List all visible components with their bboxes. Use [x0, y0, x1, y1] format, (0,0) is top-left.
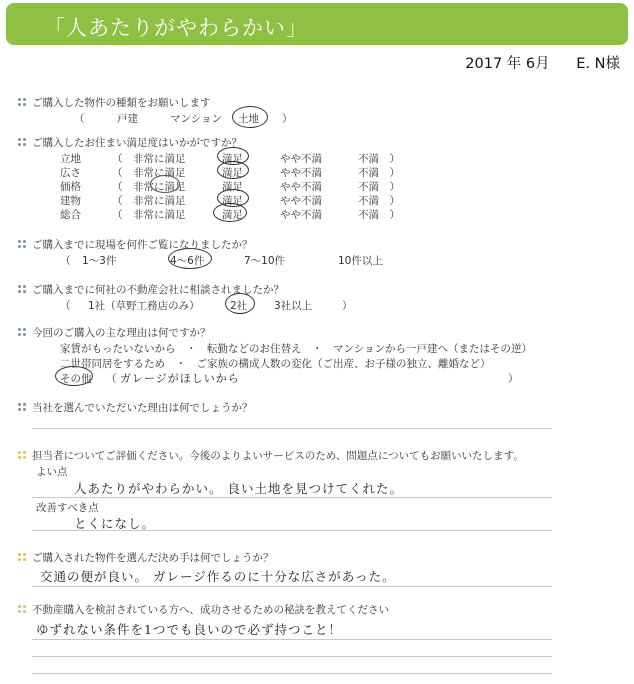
bullet-icon	[18, 403, 27, 412]
option-satisfied: 満足	[222, 153, 243, 165]
deciding-factor-answer: 交通の便が良い。 ガレージ作るのに十分な広さがあった。	[40, 569, 396, 584]
success-tip-answer: ゆずれない条件を1つでも良いので必ず持つこと！	[36, 622, 342, 637]
bullet-icon	[18, 451, 27, 460]
q5-reason-line-1: 家賃がもったいないから ・ 転勤などのお住替え ・ マンションから一戸建へ（またはその逆）	[60, 343, 533, 355]
title-banner	[6, 3, 628, 45]
question-1-text: ご購入した物件の種類をお願いします	[32, 97, 211, 109]
q5-other-open: （	[106, 373, 117, 385]
selected-circle-mark	[150, 175, 180, 193]
option-dissatisfied: 不満 ）	[358, 153, 400, 165]
option-satisfied: 満足	[222, 209, 243, 221]
customer-name: E. N様	[576, 56, 620, 72]
row-label: 立地	[60, 153, 81, 165]
bullet-icon	[18, 240, 27, 249]
option-very-satisfied: （ 非常に満足	[112, 181, 186, 193]
question-2-text: ご購入したお住まい満足度はいかがですか？	[32, 137, 242, 149]
option-somewhat-dissatisfied: やや不満	[280, 181, 322, 193]
option-satisfied: 満足	[222, 181, 243, 193]
row-label: 広さ	[60, 167, 81, 179]
answer-line	[32, 530, 552, 531]
question-8-text: ご購入された物件を選んだ決め手は何でしょうか？	[32, 552, 274, 564]
option-dissatisfied: 不満 ）	[358, 181, 400, 193]
q1-close-paren: ）	[282, 113, 293, 125]
q5-other-answer: ガレージがほしいから	[120, 372, 240, 385]
good-points-label: よい点	[36, 466, 68, 478]
answer-line	[32, 639, 552, 640]
q4-option-2: 2社	[230, 300, 248, 312]
selected-circle-mark	[217, 161, 249, 179]
row-label: 建物	[60, 195, 81, 207]
question-1	[18, 95, 211, 110]
option-somewhat-dissatisfied: やや不満	[280, 195, 322, 207]
option-somewhat-dissatisfied: やや不満	[280, 167, 322, 179]
q4-option-1: 1社（草野工務店のみ）	[88, 300, 200, 312]
q1-option-house: 戸建	[117, 113, 138, 125]
selected-circle-mark	[232, 106, 268, 128]
q4-close-paren: ）	[342, 300, 353, 312]
option-somewhat-dissatisfied: やや不満	[280, 209, 322, 221]
option-satisfied: 満足	[222, 195, 243, 207]
option-somewhat-dissatisfied: やや不満	[280, 153, 322, 165]
answer-line	[32, 586, 552, 587]
option-dissatisfied: 不満 ）	[358, 209, 400, 221]
answer-line	[32, 673, 552, 674]
question-9-text: 不動産購入を検討されている方へ、成功させるための秘訣を教えてください	[32, 604, 389, 616]
q3-option-4-6: 4～6件	[170, 255, 205, 267]
bullet-icon	[18, 605, 27, 614]
question-9	[18, 602, 389, 617]
option-very-satisfied: （ 非常に満足	[112, 167, 186, 179]
page-title: 「人あたりがやわらかい」	[44, 16, 308, 40]
q1-option-mansion: マンション	[170, 113, 223, 125]
option-very-satisfied: （ 非常に満足	[112, 153, 186, 165]
selected-circle-mark	[55, 366, 93, 386]
selected-circle-mark	[225, 293, 255, 314]
question-6-text: 当社を選んでいただいた理由は何でしょうか？	[32, 402, 253, 414]
survey-meta	[455, 52, 620, 73]
q3-option-7-10: 7～10件	[244, 255, 286, 267]
q5-reason-line-2: 二世帯同居をするため ・ ご家族の構成人数の変化（ご出産、お子様の独立、離婚など）	[60, 358, 491, 370]
row-label: 価格	[60, 181, 81, 193]
question-8	[18, 550, 274, 565]
bullet-icon	[18, 98, 27, 107]
bullet-icon	[18, 328, 27, 337]
q3-option-10-plus: 10件以上	[338, 255, 383, 267]
question-5-text: 今回のご購入の主な理由は何ですか？	[32, 327, 211, 339]
improve-points-label: 改善すべき点	[36, 502, 99, 514]
selected-circle-mark	[168, 248, 212, 269]
question-7	[18, 448, 524, 463]
question-4-text: ご購入までに何社の不動産会社に相談されましたか？	[32, 284, 284, 296]
question-5	[18, 325, 211, 340]
good-points-answer: 人あたりがやわらかい。 良い土地を見つけてくれた。	[74, 481, 403, 496]
option-satisfied: 満足	[222, 167, 243, 179]
option-very-satisfied: （ 非常に満足	[112, 209, 186, 221]
option-dissatisfied: 不満 ）	[358, 167, 400, 179]
answer-line	[32, 428, 552, 429]
q4-option-3-plus: 3社以上	[274, 300, 313, 312]
question-2	[18, 135, 242, 150]
bullet-icon	[18, 138, 27, 147]
q3-option-1-3: 1～3件	[82, 255, 117, 267]
answer-line	[32, 497, 552, 498]
q5-other-label: その他	[60, 373, 92, 385]
q4-open-paren: （	[60, 300, 71, 312]
question-3	[18, 237, 253, 252]
row-label: 総合	[60, 209, 81, 221]
question-7-text: 担当者についてご評価ください。今後のよりよいサービスのため、問題点についてもお願いいたします。	[32, 450, 524, 462]
q1-open-paren: （	[74, 113, 85, 125]
option-dissatisfied: 不満 ）	[358, 195, 400, 207]
selected-circle-mark	[213, 203, 247, 222]
q5-other-close: ）	[508, 373, 519, 385]
improve-points-answer: とくになし。	[74, 516, 156, 531]
q3-open-paren: （	[60, 255, 71, 267]
question-6	[18, 400, 253, 415]
answer-line	[32, 656, 552, 657]
option-very-satisfied: （ 非常に満足	[112, 195, 186, 207]
bullet-icon	[18, 553, 27, 562]
survey-date: 2017 年 6月	[465, 56, 550, 72]
question-3-text: ご購入までに現場を何件ご覧になりましたか？	[32, 239, 253, 251]
q1-option-land: 土地	[238, 113, 259, 125]
bullet-icon	[18, 285, 27, 294]
